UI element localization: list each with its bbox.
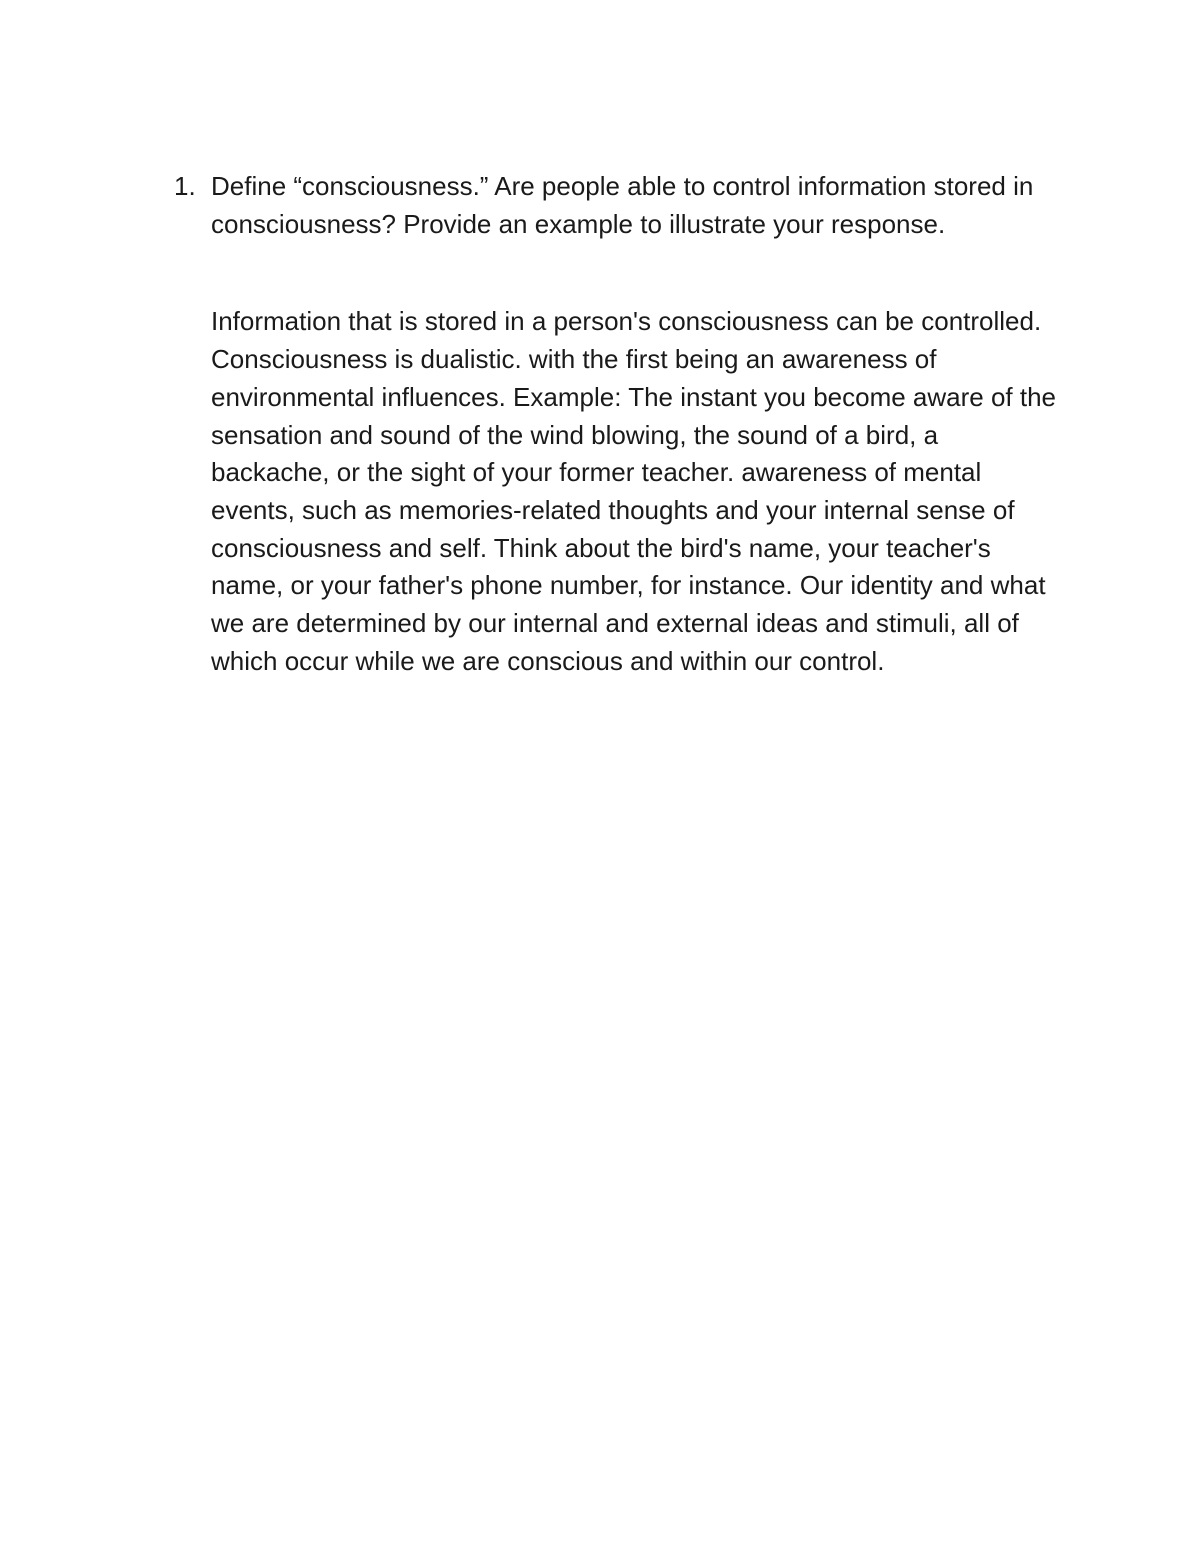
question-number: 1. [174,171,196,201]
question-list [174,168,1074,680]
question-body [211,168,1074,680]
question-item [174,168,1074,680]
question-text: Define “consciousness.” Are people able to control information stored in consciousness? Provide an example to illustrate your response. [211,171,1034,239]
answer-paragraph: Information that is stored in a person's consciousness can be controlled. Consciousness is dualistic. with the first being an awareness of environmental influences. Example: The instant you become aware of the sensation and sound of the wind blowing, the sound of a bird, a backache, or the sight of your former teacher. awareness of mental events, such as memories-related thoughts and your internal sense of consciousness and self. Think about the bird's name, your teacher's name, or your father's phone number, for instance. Our identity and what we are determined by our internal and external ideas and stimuli, all of which occur while we are conscious and within our control. [211,306,1056,676]
